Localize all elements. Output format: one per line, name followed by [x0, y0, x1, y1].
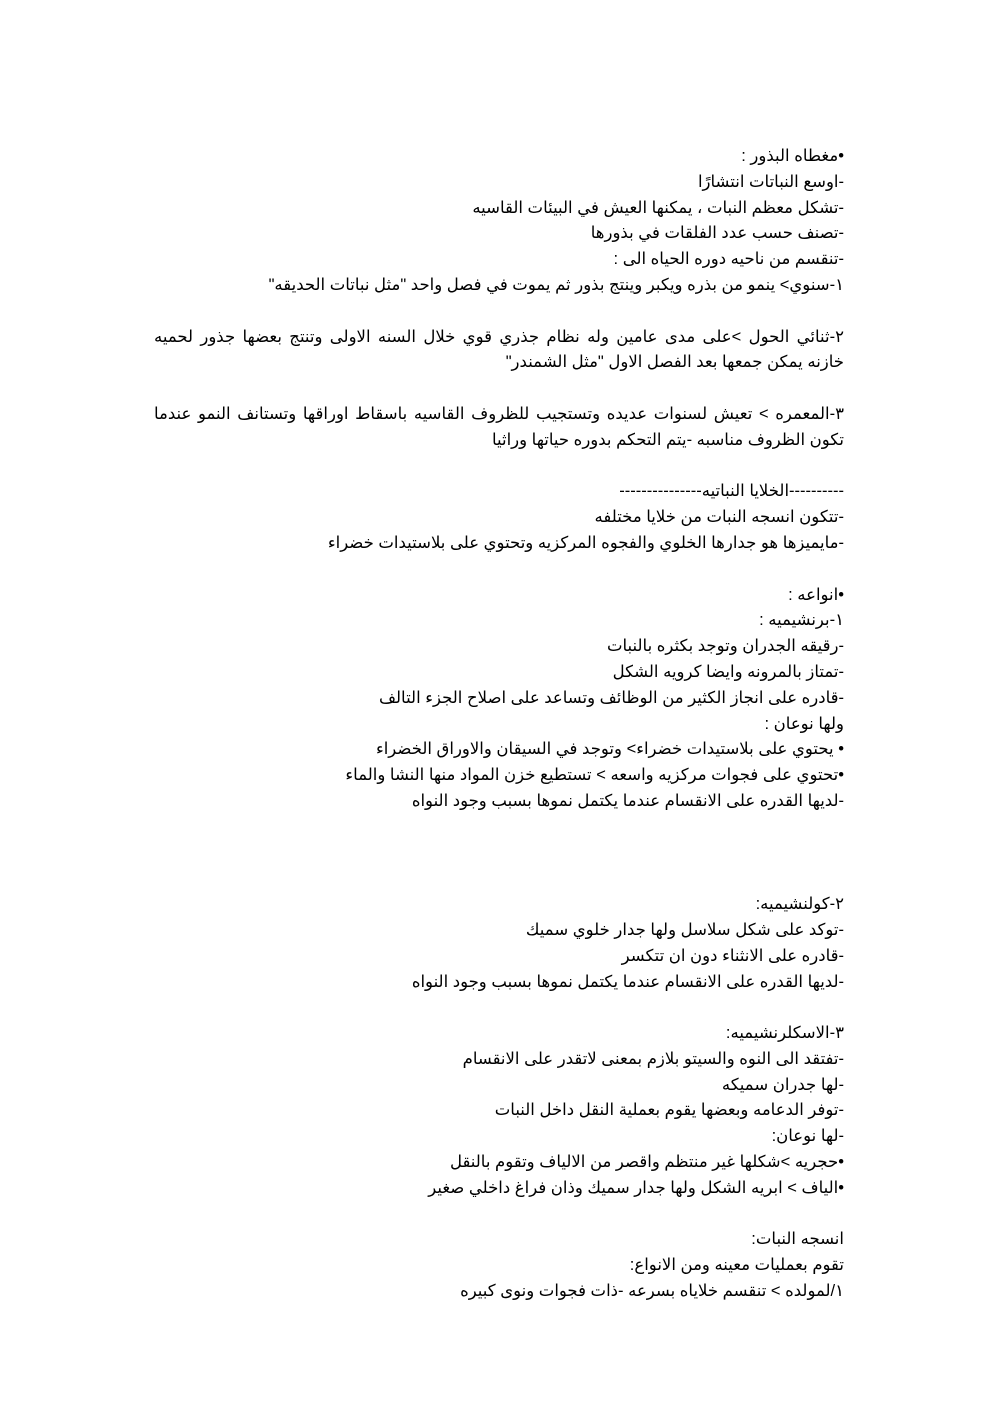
list-item: -لديها القدره على الانقسام عندما يكتمل نموها بسبب وجود النواه — [411, 791, 844, 810]
list-item: -قادره على انجاز الكثير من الوظائف وتساعد على اصلاح الجزء التالف — [378, 688, 844, 707]
spacer — [154, 866, 844, 892]
list-item: -تصنف حسب عدد الفلقات في بذورها — [590, 224, 844, 243]
section-heading-types: •انواعه : — [788, 585, 844, 604]
list-item: -لها جدران سميكه — [721, 1075, 844, 1094]
paragraph-perennial: ٣-المعمره > تعيش لسنوات عديده وتستجيب للظروف القاسيه باسقاط اوراقها وتستانف النمو عندما تكون الظروف مناسبه -يتم التحكم بدوره حياتها وراثيا — [154, 404, 844, 449]
spacer — [154, 454, 844, 480]
list-item: -لديها القدره على الانقسام عندما يكتمل نموها بسبب وجود النواه — [411, 972, 844, 991]
section-heading-plant-cells: ----------الخلايا النباتيه--------------- — [619, 482, 844, 501]
subsection-title-collenchyma: ٢-كولنشيميه: — [755, 895, 844, 914]
list-item-annual: ١-سنوي> ينمو من بذره ويكبر وينتج بذور ثم يموت في فصل واحد "مثل نباتات الحديقه" — [268, 275, 844, 294]
section-heading-tissues: انسجه النبات: — [751, 1230, 844, 1249]
spacer — [154, 995, 844, 1021]
list-item: -رقيقه الجدران وتوجد بكثره بالنبات — [607, 637, 844, 656]
bullet-item: •تحتوي على فجوات مركزيه واسعه > تستطيع خزن المواد منها النشا والماء — [345, 766, 844, 785]
list-item: -اوسع النباتات انتشارًا — [697, 172, 844, 191]
paragraph-biennial: ٢-ثنائي الحول >على مدى عامين وله نظام جذري قوي خلال السنه الاولى وتنتج بعضها جذور لحميه خازنه يمكن جمعها بعد الفصل الاول "مثل الشمندر" — [154, 327, 844, 372]
bullet-item: •الياف > ابريه الشكل ولها جدار سميك وذان فراغ داخلي صغير — [428, 1178, 844, 1197]
spacer — [154, 815, 844, 867]
list-item: -قادره على الانثناء دون ان تتكسر — [621, 946, 844, 965]
spacer — [154, 376, 844, 402]
spacer — [154, 299, 844, 325]
bullet-item: • يحتوي على بلاستيدات خضراء> وتوجد في السيقان والاوراق الخضراء — [375, 740, 844, 759]
subsection-title-sclerenchyma: ٣-الاسكلرنشيميه: — [725, 1024, 844, 1043]
section-heading-seed-plants: •مغطاه البذور : — [741, 147, 844, 165]
list-item: -تمتاز بالمرونه وايضا كرويه الشكل — [612, 662, 844, 681]
subsection-title-parenchyma: ١-برنشيميه : — [759, 611, 844, 630]
list-item: -تفتقد الى النوه والسيتو بلازم بمعنى لاتقدر على الانقسام — [462, 1049, 844, 1068]
list-item: -مايميزها هو جدارها الخلوي والفجوه المركزيه وتحتوي على بلاستيدات خضراء — [327, 533, 844, 552]
spacer — [154, 1202, 844, 1228]
list-item: -توكد على شكل سلاسل ولها جدار خلوي سميك — [525, 920, 844, 939]
bullet-item: •حجريه >شكلها غير منتظم واقصر من الالياف وتقوم بالنقل — [449, 1153, 844, 1172]
list-item: -تنقسم من ناحيه دوره الحياه الى : — [613, 250, 844, 269]
document-body — [154, 144, 844, 1305]
list-item: -توفر الدعامه وبعضها يقوم بعملية النقل داخل النبات — [494, 1101, 844, 1120]
list-item: -تشكل معظم النبات ، يمكنها العيش في البيئات القاسيه — [472, 198, 844, 217]
list-item: ولها نوعان : — [764, 714, 844, 733]
list-item: -لها نوعان: — [771, 1127, 844, 1146]
list-item: تقوم بعمليات معينه ومن الانواع: — [629, 1256, 844, 1275]
list-item: -تتكون انسجه النبات من خلايا مختلفه — [594, 508, 844, 527]
list-item: ١/لمولده > تنقسم خلاياه بسرعه -ذات فجوات ونوى كبيره — [460, 1282, 844, 1301]
spacer — [154, 557, 844, 583]
